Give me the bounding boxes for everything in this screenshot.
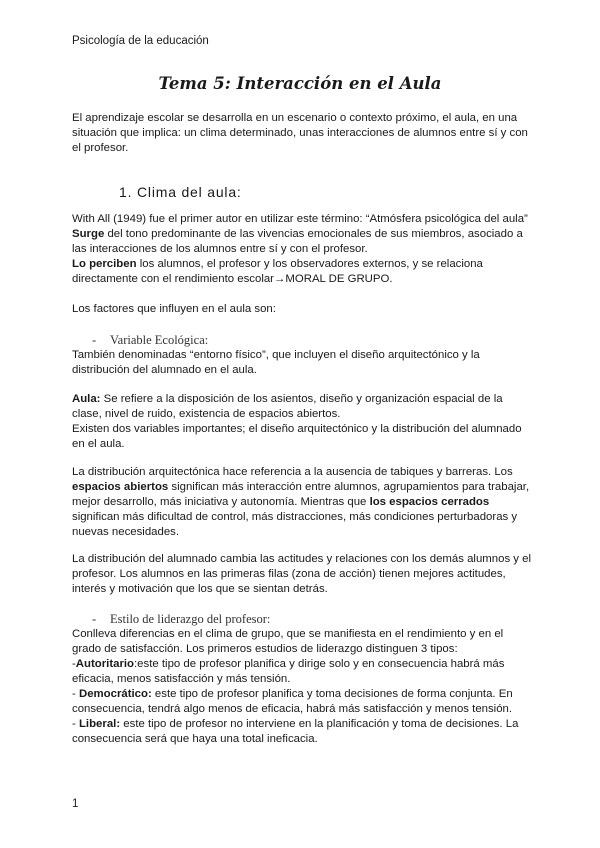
dos-variables-paragraph: Existen dos variables importantes; el diseño arquitectónico y la distribución del alumnado en el aula. bbox=[72, 423, 522, 450]
arq-text-3: significan más dificultad de control, más distracciones, más condiciones perturbadoras y nuevas necesidades. bbox=[72, 511, 518, 538]
subheading-label: Estilo de liderazgo del profesor: bbox=[110, 612, 271, 626]
aula-paragraph bbox=[72, 392, 532, 422]
surge-paragraph bbox=[72, 227, 532, 257]
liderazgo-paragraph: Conlleva diferencias en el clima de grupo, que se manifiesta en el rendimiento y en el grado de satisfacción. Los primeros estudios de liderazgo distinguen 3 tipos: bbox=[72, 628, 504, 655]
democratico-text: este tipo de profesor planifica y toma decisiones de forma conjunta. En consecuencia, tendrá algo menos de eficacia, habrá más satisfacción y menos tensión. bbox=[72, 688, 513, 715]
liderazgo-block bbox=[72, 627, 532, 747]
perciben-bold: Lo perciben bbox=[72, 258, 137, 270]
autoritario-text: :este tipo de profesor planifica y dirige solo y en consecuencia habrá más eficacia, menos satisfacción y más tensión. bbox=[72, 658, 505, 685]
espacios-abiertos-bold: espacios abiertos bbox=[72, 481, 169, 493]
democratico-bold: Democrático: bbox=[78, 688, 152, 700]
arq-text-2: significan más interacción entre alumnos, agrupamientos para trabajar, mejor desarrollo, más iniciativa y autonomía. Mientras que bbox=[72, 481, 530, 508]
subheading-dash: - bbox=[92, 333, 97, 347]
aula-block bbox=[72, 392, 532, 452]
liberal-bold: Liberal: bbox=[78, 718, 121, 730]
autoritario-bold: Autoritario bbox=[75, 658, 135, 670]
subheading-liderazgo bbox=[92, 612, 270, 627]
list-prefix: - bbox=[72, 688, 79, 700]
perciben-text: los alumnos, el profesor y los observadores externos, y se relaciona directamente con el rendimiento escolar→MORAL DE GRUPO. bbox=[72, 258, 483, 285]
perciben-paragraph bbox=[72, 257, 532, 287]
arq-text-1: La distribución arquitectónica hace referencia a la ausencia de tabiques y barreras. Los bbox=[72, 466, 513, 478]
list-prefix: - bbox=[72, 718, 79, 730]
ecologica-paragraph: También denominadas “entorno físico”, que incluyen el diseño arquitectónico y la distribución del alumnado en el aula. bbox=[72, 349, 480, 376]
section-title: Clima del aula: bbox=[137, 184, 242, 200]
aula-bold: Aula: bbox=[72, 393, 101, 405]
page-number: 1 bbox=[72, 798, 79, 810]
surge-text: del tono predominante de las vivencias emocionales de sus miembros, asociado a las interacciones de los alumnos entre sí y con el profesor. bbox=[72, 228, 523, 255]
liberal-item bbox=[72, 717, 532, 747]
liberal-text: este tipo de profesor no interviene en la planificación y toma de decisiones. La consecuencia será que haya una total ineficacia. bbox=[72, 718, 519, 745]
arquitectonica-paragraph bbox=[72, 465, 532, 540]
clima-definition-block bbox=[72, 212, 532, 287]
factores-paragraph: Los factores que influyen en el aula son: bbox=[72, 303, 276, 315]
allen-paragraph: With All (1949) fue el primer autor en utilizar este término: “Atmósfera psicológica del aula” bbox=[72, 213, 528, 225]
page-header: Psicología de la educación bbox=[72, 35, 209, 47]
subheading-label: Variable Ecológica: bbox=[110, 333, 209, 347]
autoritario-item bbox=[72, 657, 532, 687]
aula-text: Se refiere a la disposición de los asientos, diseño y organización espacial de la clase, nivel de ruido, existencia de espacios abiertos. bbox=[72, 393, 503, 420]
list-prefix: - bbox=[72, 658, 76, 670]
section-number: 1. bbox=[119, 184, 133, 200]
surge-bold: Surge bbox=[72, 228, 105, 240]
distribucion-paragraph: La distribución del alumnado cambia las actitudes y relaciones con los demás alumnos y el profesor. Los alumnos en las primeras filas (zona de acción) tienen mejores actitudes, interés y motivación que los que se sientan detrás. bbox=[72, 553, 532, 595]
espacios-cerrados-bold: los espacios cerrados bbox=[369, 496, 490, 508]
intro-paragraph: El aprendizaje escolar se desarrolla en un escenario o contexto próximo, el aula, en una situación que implica: un clima determinado, unas interacciones de alumnos entre sí y con el profesor. bbox=[72, 112, 528, 154]
democratico-item bbox=[72, 687, 532, 717]
document-title: Tema 5: Interacción en el Aula bbox=[158, 74, 442, 93]
subheading-variable-ecologica bbox=[92, 333, 208, 348]
subheading-dash: - bbox=[92, 612, 97, 626]
